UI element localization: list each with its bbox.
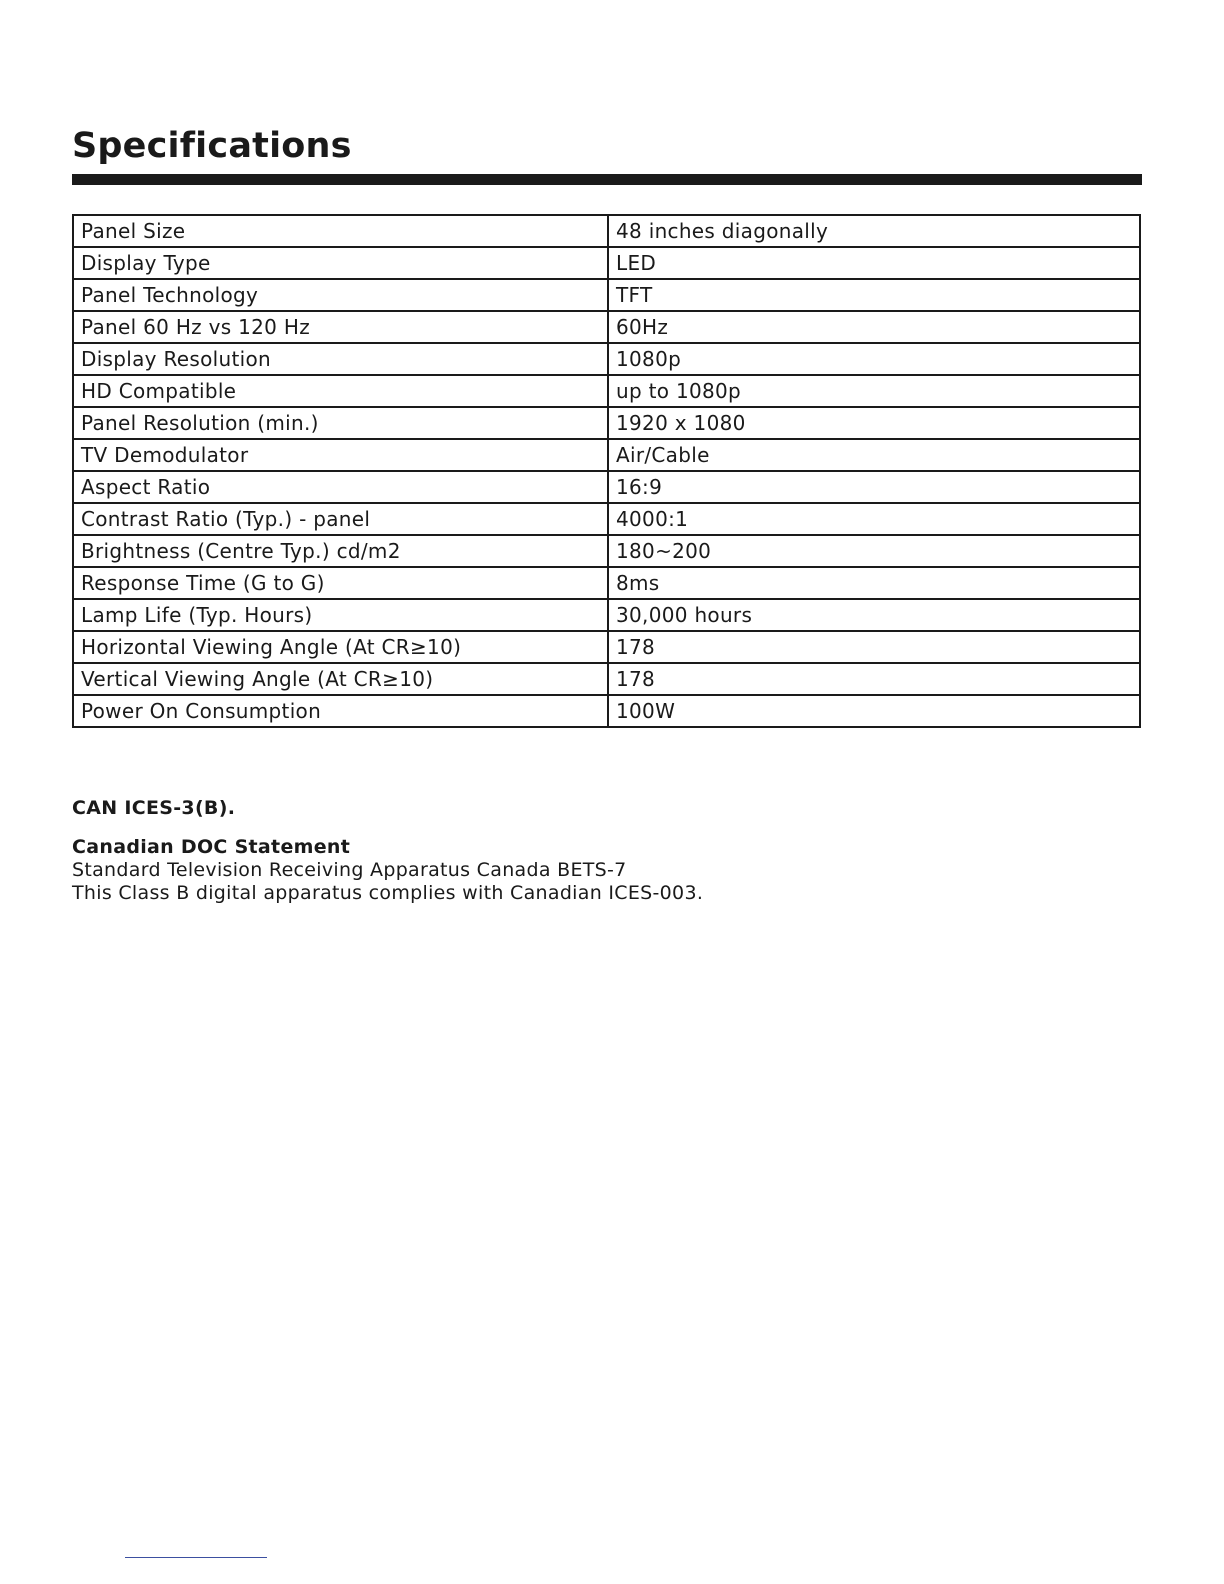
doc-statement-line: This Class B digital apparatus complies with Canadian ICES-003. [72,882,704,904]
spec-label: Display Resolution [73,343,608,375]
table-row [73,503,1140,535]
table-row [73,695,1140,727]
table-row [73,663,1140,695]
spec-value: 16:9 [608,471,1140,503]
doc-statement-heading: Canadian DOC Statement [72,836,351,858]
table-row [73,215,1140,247]
spec-label: TV Demodulator [73,439,608,471]
spec-label: Aspect Ratio [73,471,608,503]
spec-value: Air/Cable [608,439,1140,471]
spec-label: Brightness (Centre Typ.) cd/m2 [73,535,608,567]
title-divider [72,174,1142,185]
spec-value: LED [608,247,1140,279]
specifications-table [72,214,1141,728]
spec-value: 30,000 hours [608,599,1140,631]
table-row [73,279,1140,311]
table-row [73,407,1140,439]
spec-value: 180~200 [608,535,1140,567]
table-row [73,471,1140,503]
spec-label: Panel 60 Hz vs 120 Hz [73,311,608,343]
spec-label: Panel Size [73,215,608,247]
spec-label: Horizontal Viewing Angle (At CR≥10) [73,631,608,663]
spec-value: 48 inches diagonally [608,215,1140,247]
spec-label: Vertical Viewing Angle (At CR≥10) [73,663,608,695]
doc-statement-line: Standard Television Receiving Apparatus Canada BETS-7 [72,859,627,881]
spec-label: Panel Technology [73,279,608,311]
table-row [73,439,1140,471]
spec-value: TFT [608,279,1140,311]
spec-value: 1080p [608,343,1140,375]
spec-value: 100W [608,695,1140,727]
spec-value: 178 [608,631,1140,663]
ices-statement: CAN ICES-3(B). [72,797,236,819]
spec-label: Lamp Life (Typ. Hours) [73,599,608,631]
spec-label: Response Time (G to G) [73,567,608,599]
table-row [73,375,1140,407]
spec-value: 4000:1 [608,503,1140,535]
table-row [73,247,1140,279]
spec-label: Contrast Ratio (Typ.) - panel [73,503,608,535]
spec-value: up to 1080p [608,375,1140,407]
spec-value: 178 [608,663,1140,695]
table-row [73,535,1140,567]
footer-divider [125,1557,267,1558]
table-row [73,311,1140,343]
table-row [73,343,1140,375]
spec-value: 8ms [608,567,1140,599]
spec-label: HD Compatible [73,375,608,407]
compliance-notes [72,796,703,905]
spec-value: 60Hz [608,311,1140,343]
table-row [73,631,1140,663]
spec-label: Power On Consumption [73,695,608,727]
table-row [73,599,1140,631]
table-row [73,567,1140,599]
spec-value: 1920 x 1080 [608,407,1140,439]
spec-label: Display Type [73,247,608,279]
page-title: Specifications [72,126,352,166]
spec-label: Panel Resolution (min.) [73,407,608,439]
